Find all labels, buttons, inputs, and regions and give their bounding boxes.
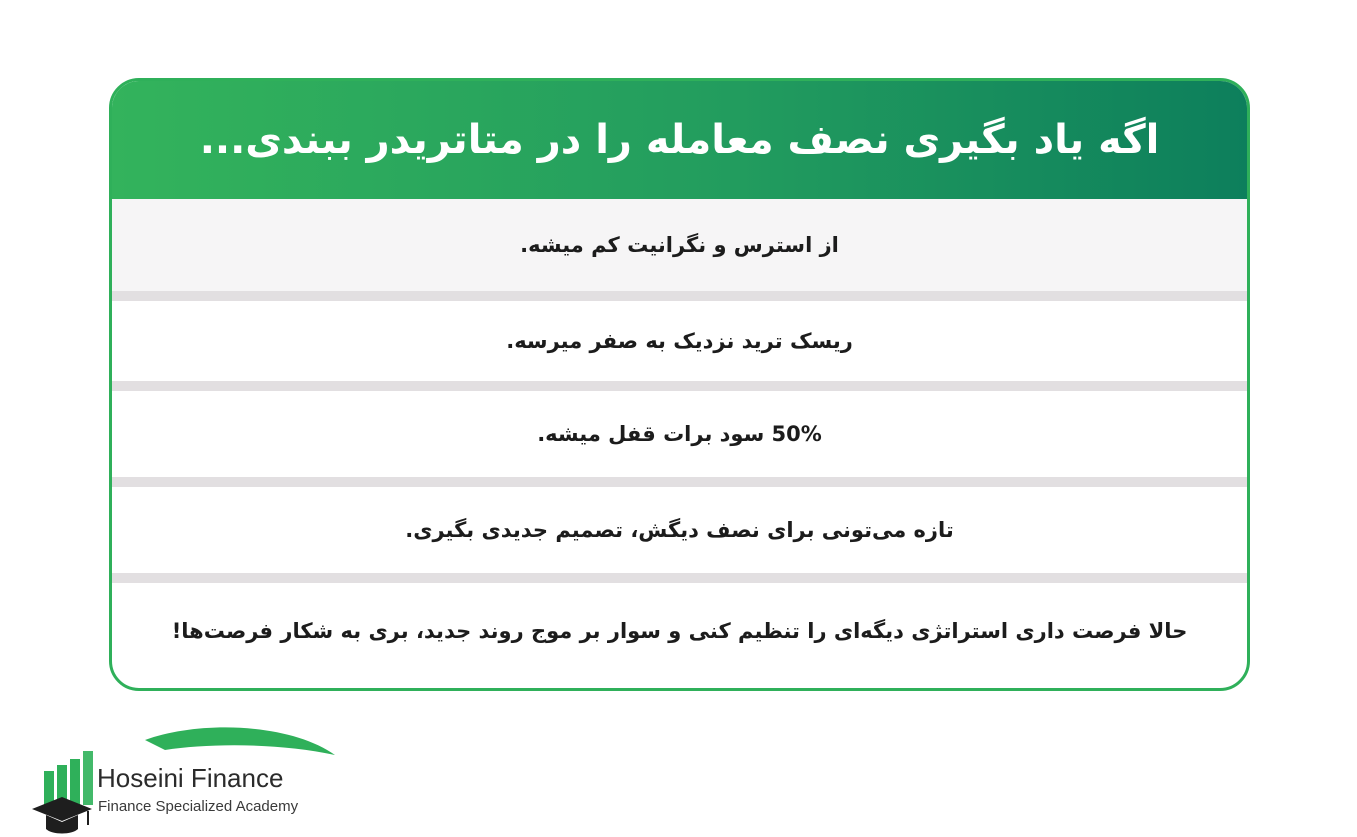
brand-name: Hoseini Finance — [97, 763, 284, 793]
card-header — [112, 81, 1247, 199]
row-divider — [112, 573, 1247, 583]
tip-item-1: از استرس و نگرانیت کم میشه. — [112, 199, 1247, 291]
tip-item-3: 50% سود برات قفل میشه. — [537, 422, 822, 446]
card-title: اگه یاد بگیری نصف معامله را در متاتریدر ببندی... — [199, 117, 1160, 163]
tip-item-2: ریسک ترید نزدیک به صفر میرسه. — [506, 329, 853, 353]
tips-list — [112, 199, 1247, 689]
tip-item-4: تازه می‌تونی برای نصف دیگش، تصمیم جدیدی بگیری. — [405, 518, 954, 542]
row-divider — [112, 477, 1247, 487]
row-divider — [112, 291, 1247, 301]
row-divider — [112, 381, 1247, 391]
tip-item-5: حالا فرصت داری استراتژی دیگه‌ای را تنظیم کنی و سوار بر موج روند جدید، بری به شکار فرصت‌ها! — [171, 619, 1188, 643]
tips-card — [109, 78, 1250, 691]
brand-tagline: Finance Specialized Academy — [98, 798, 299, 815]
